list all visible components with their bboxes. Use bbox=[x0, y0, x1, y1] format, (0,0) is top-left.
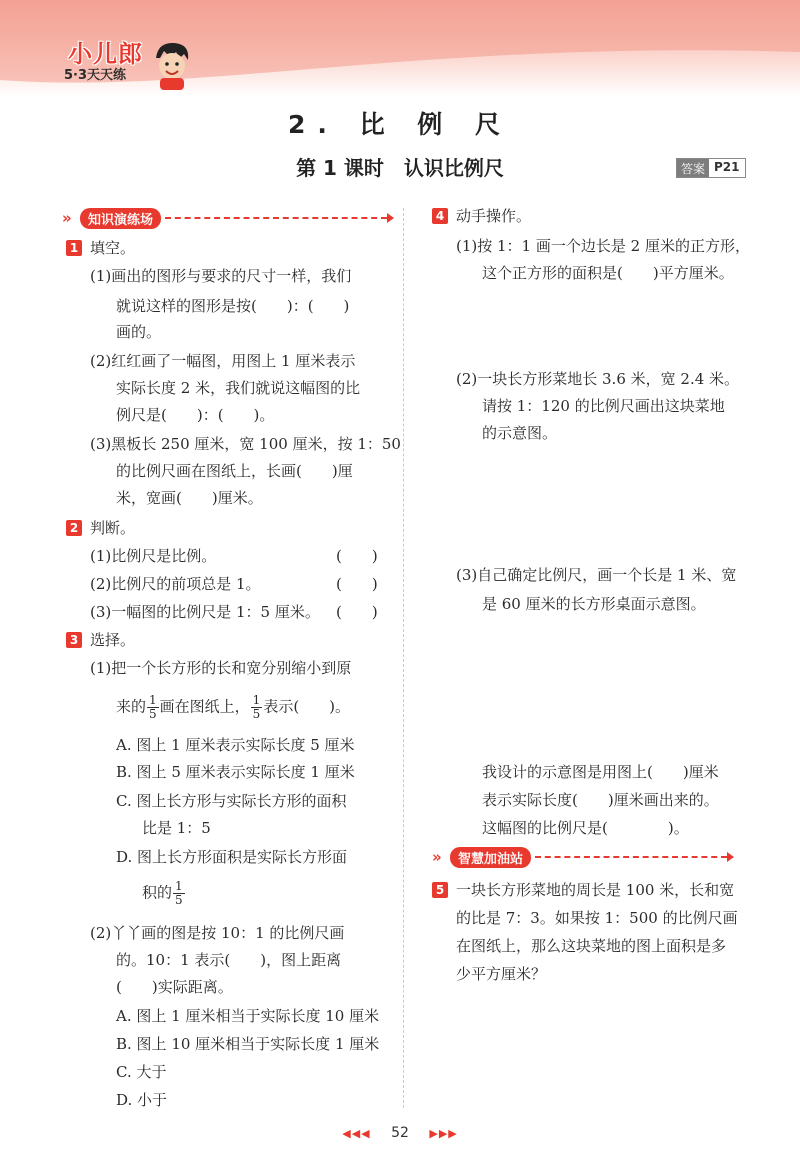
judgement-item: (1)比例尺是比例。 bbox=[90, 547, 217, 565]
arrow-right-icon bbox=[727, 852, 734, 862]
q3-fraction-line bbox=[116, 694, 350, 721]
judgement-item: (2)比例尺的前项总是 1。 bbox=[90, 575, 261, 593]
q1-line: (2)红红画了一幅图，用图上 1 厘米表示 bbox=[90, 352, 356, 370]
q3-text: 积的 bbox=[142, 883, 173, 902]
question-3-heading: 选择。 bbox=[90, 631, 136, 649]
answer-label: 答案 bbox=[677, 159, 709, 177]
fraction-one-fifth bbox=[173, 880, 185, 907]
question-4-heading: 动手操作。 bbox=[456, 207, 532, 225]
q1-line: 画的。 bbox=[116, 323, 162, 341]
q4-design-line: 表示实际长度( )厘米画出来的。 bbox=[482, 791, 719, 809]
choice-option[interactable]: A. 图上 1 厘米表示实际长度 5 厘米 bbox=[116, 736, 355, 754]
answer-page: P21 bbox=[709, 159, 745, 177]
q4-design-line: 我设计的示意图是用图上( )厘米 bbox=[482, 763, 719, 781]
judgement-blank[interactable]: ( ) bbox=[336, 547, 378, 565]
q4-line: 这个正方形的面积是( )平方厘米。 bbox=[482, 264, 734, 282]
q3-line: (2)丫丫画的图是按 10：1 的比例尺画 bbox=[90, 924, 345, 942]
question-1-heading: 填空。 bbox=[90, 239, 136, 257]
fraction-numerator: 1 bbox=[149, 693, 157, 707]
prev-page-icon: ◀◀◀ bbox=[342, 1127, 371, 1140]
q3-line: 的。10：1 表示( )，图上距离 bbox=[116, 951, 342, 969]
q4-line: 是 60 厘米的长方形桌面示意图。 bbox=[482, 595, 706, 613]
choice-option[interactable]: C. 图上长方形与实际长方形的面积 bbox=[116, 792, 347, 810]
q3-text: 来的 bbox=[116, 697, 147, 716]
arrow-right-icon bbox=[387, 213, 394, 223]
lesson-title: 第 1 课时 认识比例尺 bbox=[296, 156, 504, 180]
column-divider bbox=[403, 208, 404, 1108]
challenge-banner-label: 智慧加油站 bbox=[450, 847, 531, 868]
q4-line: (1)按 1：1 画一个边长是 2 厘米的正方形， bbox=[456, 237, 750, 255]
brand-series: 5·3天天练 bbox=[64, 68, 127, 83]
q4-line: (3)自己确定比例尺，画一个长是 1 米、宽 bbox=[456, 566, 737, 584]
choice-option[interactable]: C. 大于 bbox=[116, 1063, 167, 1081]
banner-dash-line bbox=[535, 856, 727, 858]
q4-line: 请按 1：120 的比例尺画出这块菜地 bbox=[482, 397, 725, 415]
chevron-right-icon: » bbox=[62, 209, 72, 227]
question-4-number: 4 bbox=[432, 208, 448, 224]
practice-banner-label: 知识演练场 bbox=[80, 208, 161, 229]
question-1-number: 1 bbox=[66, 240, 82, 256]
choice-option[interactable]: D. 小于 bbox=[116, 1091, 168, 1109]
q1-line: (1)画出的图形与要求的尺寸一样，我们 bbox=[90, 267, 352, 285]
question-3-number: 3 bbox=[66, 632, 82, 648]
q1-line: 就说这样的图形是按( )：( ) bbox=[116, 297, 350, 315]
q3-text: 表示( )。 bbox=[263, 697, 351, 716]
chevron-right-icon: » bbox=[432, 848, 442, 866]
question-2-heading: 判断。 bbox=[90, 519, 136, 537]
brand-title: 小儿郎 bbox=[68, 40, 143, 68]
q5-line: 少平方厘米？ bbox=[456, 965, 547, 983]
choice-option[interactable]: D. 图上长方形面积是实际长方形面 bbox=[116, 848, 348, 866]
fraction-numerator: 1 bbox=[252, 693, 261, 707]
q4-design-line: 这幅图的比例尺是( )。 bbox=[482, 819, 689, 837]
q5-line: 一块长方形菜地的周长是 100 米，长和宽 bbox=[456, 881, 735, 899]
q1-line: (3)黑板长 250 厘米，宽 100 厘米，按 1：50 bbox=[90, 435, 401, 453]
fraction-denominator: 5 bbox=[252, 707, 261, 721]
choice-option-cont bbox=[142, 880, 186, 907]
fraction-numerator: 1 bbox=[175, 879, 183, 893]
q5-line: 在图纸上，那么这块菜地的图上面积是多 bbox=[456, 937, 727, 955]
fraction-denominator: 5 bbox=[175, 893, 183, 907]
q1-line: 实际长度 2 米，我们就说这幅图的比 bbox=[116, 379, 361, 397]
judgement-item: (3)一幅图的比例尺是 1：5 厘米。 bbox=[90, 603, 320, 621]
question-5-number: 5 bbox=[432, 882, 448, 898]
choice-option[interactable]: B. 图上 5 厘米表示实际长度 1 厘米 bbox=[116, 763, 355, 781]
choice-option-cont: 比是 1：5 bbox=[142, 819, 211, 837]
banner-dash-line bbox=[165, 217, 387, 219]
answer-reference bbox=[676, 158, 746, 178]
fraction-one-fifth bbox=[147, 694, 159, 721]
brand-logo bbox=[58, 34, 198, 94]
question-2-number: 2 bbox=[66, 520, 82, 536]
q4-line: 的示意图。 bbox=[482, 424, 558, 442]
judgement-blank[interactable]: ( ) bbox=[336, 575, 378, 593]
q5-line: 的比是 7：3。如果按 1：500 的比例尺画 bbox=[456, 909, 738, 927]
choice-option[interactable]: A. 图上 1 厘米相当于实际长度 10 厘米 bbox=[116, 1007, 380, 1025]
q3-line: ( )实际距离。 bbox=[116, 978, 233, 996]
q3-text: 画在图纸上， bbox=[159, 697, 250, 716]
challenge-banner bbox=[432, 846, 734, 868]
choice-option[interactable]: B. 图上 10 厘米相当于实际长度 1 厘米 bbox=[116, 1035, 380, 1053]
practice-banner bbox=[62, 207, 394, 229]
q3-line: (1)把一个长方形的长和宽分别缩小到原 bbox=[90, 659, 352, 677]
mascot-face-icon bbox=[150, 40, 194, 90]
next-page-icon: ▶▶▶ bbox=[429, 1127, 458, 1140]
q4-line: (2)一块长方形菜地长 3.6 米，宽 2.4 米。 bbox=[456, 370, 740, 388]
q1-line: 例尺是( )：( )。 bbox=[116, 406, 275, 424]
fraction-one-fifth bbox=[251, 694, 263, 721]
q1-line: 米，宽画( )厘米。 bbox=[116, 489, 263, 507]
page-number: 52 bbox=[391, 1125, 409, 1141]
section-title: 2. 比 例 尺 bbox=[287, 110, 512, 139]
page-footer bbox=[0, 1125, 800, 1141]
judgement-blank[interactable]: ( ) bbox=[336, 603, 378, 621]
fraction-denominator: 5 bbox=[149, 707, 157, 721]
q1-line: 的比例尺画在图纸上，长画( )厘 bbox=[116, 462, 353, 480]
